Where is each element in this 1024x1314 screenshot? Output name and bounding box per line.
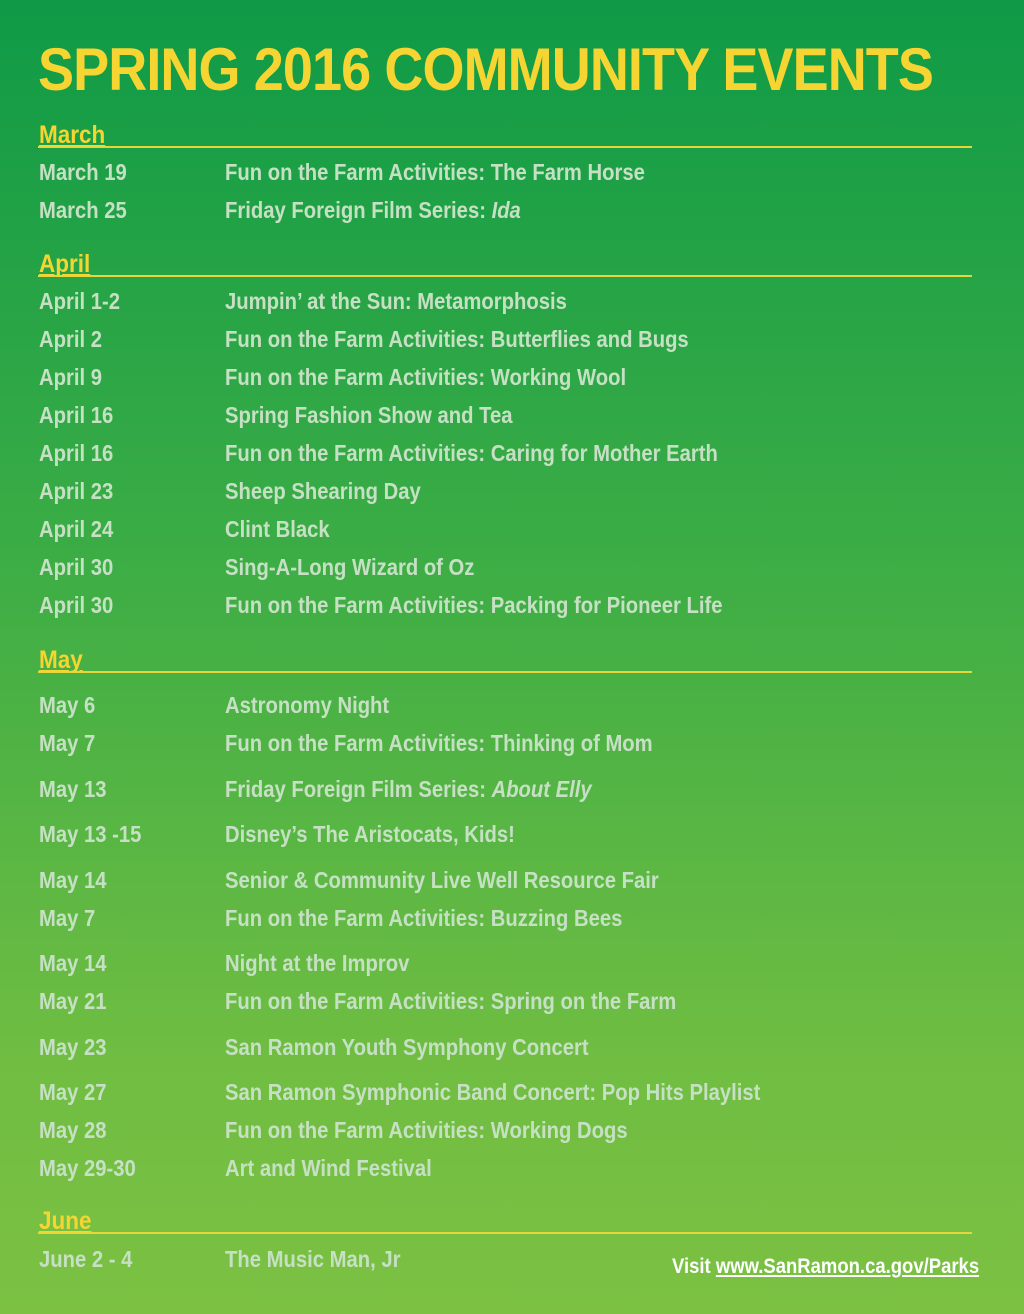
event-name xyxy=(225,396,513,434)
event-row xyxy=(38,982,972,1020)
event-title: Friday Foreign Film Series: xyxy=(225,776,492,802)
event-name xyxy=(225,434,718,472)
event-name xyxy=(225,1111,628,1149)
event-title: Fun on the Farm Activities: Caring for Mother Earth xyxy=(225,440,718,466)
event-name xyxy=(225,153,645,191)
event-name xyxy=(225,282,567,320)
event-title: Jumpin’ at the Sun: Metamorphosis xyxy=(225,288,567,314)
event-date: May 27 xyxy=(39,1079,107,1105)
event-title-italic: About Elly xyxy=(491,776,592,802)
event-title: Senior & Community Live Well Resource Fair xyxy=(225,867,659,893)
event-name xyxy=(225,320,689,358)
event-title: Clint Black xyxy=(225,516,330,542)
event-name xyxy=(225,510,330,548)
event-date: April 30 xyxy=(39,554,114,580)
event-row xyxy=(38,686,972,724)
page-title: SPRING 2016 COMMUNITY EVENTS xyxy=(38,36,934,103)
event-name xyxy=(225,548,474,586)
month-header xyxy=(38,116,972,148)
event-row xyxy=(38,944,972,982)
event-date: May 14 xyxy=(39,950,107,976)
event-row xyxy=(38,191,972,229)
event-date: May 14 xyxy=(39,867,107,893)
event-date: April 2 xyxy=(39,326,102,352)
event-date: May 13 -15 xyxy=(39,821,142,847)
event-row xyxy=(38,548,972,586)
event-date: March 25 xyxy=(39,197,127,223)
event-row xyxy=(38,815,972,853)
event-date: May 7 xyxy=(39,730,96,756)
event-title: Fun on the Farm Activities: Thinking of Mom xyxy=(225,730,653,756)
event-row xyxy=(38,396,972,434)
event-title: San Ramon Youth Symphony Concert xyxy=(225,1034,589,1060)
event-row xyxy=(38,282,972,320)
month-label: March xyxy=(39,121,106,149)
event-row xyxy=(38,770,972,808)
event-name xyxy=(225,1149,432,1187)
event-row xyxy=(38,434,972,472)
event-title: Sing-A-Long Wizard of Oz xyxy=(225,554,475,580)
month-section-may xyxy=(38,641,972,1181)
event-date: May 6 xyxy=(39,692,96,718)
parks-website-link[interactable]: www.SanRamon.ca.gov/Parks xyxy=(715,1255,980,1278)
event-date: June 2 - 4 xyxy=(39,1246,133,1272)
event-title: Art and Wind Festival xyxy=(225,1155,432,1181)
footer xyxy=(672,1255,979,1279)
event-row xyxy=(38,472,972,510)
event-name xyxy=(225,686,389,724)
event-name xyxy=(225,899,622,937)
month-section-april xyxy=(38,245,972,618)
event-date: April 30 xyxy=(39,592,114,618)
event-date: April 16 xyxy=(39,440,114,466)
event-row xyxy=(38,899,972,937)
event-title: The Music Man, Jr xyxy=(225,1246,401,1272)
event-title: San Ramon Symphonic Band Concert: Pop Hits Playlist xyxy=(225,1079,761,1105)
month-section-march xyxy=(38,116,972,223)
event-title: Fun on the Farm Activities: Butterflies and Bugs xyxy=(225,326,689,352)
event-row xyxy=(38,586,972,624)
event-name xyxy=(225,586,722,624)
month-label: May xyxy=(39,646,83,674)
event-date: April 23 xyxy=(39,478,114,504)
event-title: Fun on the Farm Activities: The Farm Horse xyxy=(225,159,645,185)
event-row xyxy=(38,1073,972,1111)
event-title: Sheep Shearing Day xyxy=(225,478,421,504)
event-title: Astronomy Night xyxy=(225,692,390,718)
event-name xyxy=(225,944,409,982)
event-title: Fun on the Farm Activities: Spring on the Farm xyxy=(225,988,677,1014)
event-row xyxy=(38,861,972,899)
month-header xyxy=(38,641,972,673)
event-title: Disney’s The Aristocats, Kids! xyxy=(225,821,515,847)
event-name xyxy=(225,472,421,510)
month-header xyxy=(38,245,972,277)
event-title: Night at the Improv xyxy=(225,950,410,976)
event-row xyxy=(38,153,972,191)
event-date: May 21 xyxy=(39,988,107,1014)
event-name xyxy=(225,815,515,853)
event-name xyxy=(225,1028,589,1066)
event-row xyxy=(38,1028,972,1066)
event-title: Spring Fashion Show and Tea xyxy=(225,402,513,428)
event-title: Friday Foreign Film Series: xyxy=(225,197,492,223)
event-row xyxy=(38,358,972,396)
event-date: May 29-30 xyxy=(39,1155,136,1181)
event-date: April 1-2 xyxy=(39,288,120,314)
event-name xyxy=(225,191,521,229)
event-name xyxy=(225,770,592,808)
month-label: April xyxy=(39,250,91,278)
event-date: May 7 xyxy=(39,905,96,931)
event-date: March 19 xyxy=(39,159,127,185)
event-row xyxy=(38,1111,972,1149)
month-header xyxy=(38,1202,972,1234)
event-name xyxy=(225,358,626,396)
event-date: April 9 xyxy=(39,364,102,390)
event-title-italic: Ida xyxy=(491,197,521,223)
event-title: Fun on the Farm Activities: Working Dogs xyxy=(225,1117,628,1143)
footer-prefix: Visit xyxy=(672,1255,716,1278)
event-name xyxy=(225,1240,400,1278)
event-row xyxy=(38,1149,972,1187)
event-title: Fun on the Farm Activities: Buzzing Bees xyxy=(225,905,623,931)
event-name xyxy=(225,861,659,899)
event-name xyxy=(225,982,676,1020)
event-row xyxy=(38,320,972,358)
event-date: May 23 xyxy=(39,1034,107,1060)
event-name xyxy=(225,724,653,762)
event-date: May 13 xyxy=(39,776,107,802)
month-label: June xyxy=(39,1207,92,1235)
event-row xyxy=(38,510,972,548)
event-date: April 16 xyxy=(39,402,114,428)
event-date: April 24 xyxy=(39,516,114,542)
event-date: May 28 xyxy=(39,1117,107,1143)
event-title: Fun on the Farm Activities: Working Wool xyxy=(225,364,627,390)
event-name xyxy=(225,1073,760,1111)
event-row xyxy=(38,724,972,762)
event-title: Fun on the Farm Activities: Packing for Pioneer Life xyxy=(225,592,723,618)
